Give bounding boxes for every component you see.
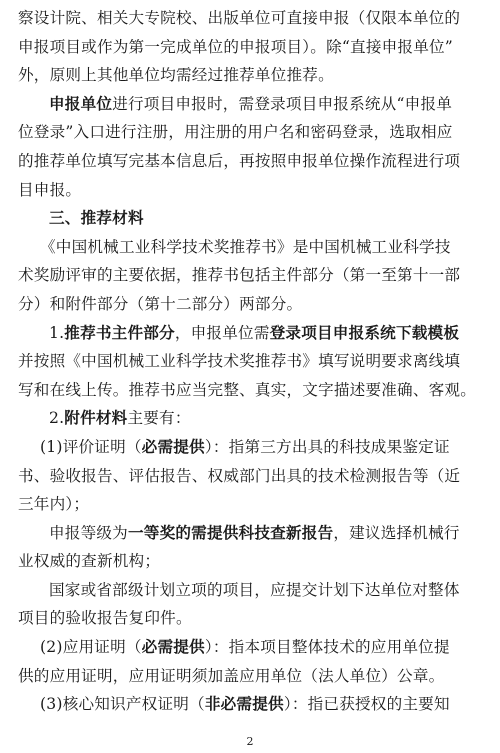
text-line: 的推荐单位填写完基本信息后，再按照申报单位操作流程进行项	[18, 151, 461, 170]
text-line	[18, 633, 478, 662]
text-span: (3)核心知识产权证明（	[40, 695, 205, 714]
text-span: ，申报单位需	[174, 323, 270, 342]
text-line	[18, 404, 478, 433]
text-line	[18, 433, 478, 462]
bold-term: 必需提供	[141, 436, 205, 456]
text-line: 供的应用证明，应用证明须加盖应用单位（法人单位）公章。	[18, 666, 445, 685]
text-line: 业权威的查新机构；	[18, 552, 161, 571]
bold-term: 申报单位	[49, 93, 113, 113]
text-line: 并按照《中国机械工业科学技术奖推荐书》填写说明要求离线填	[18, 352, 461, 371]
text-line	[18, 519, 478, 548]
text-line: 察设计院、相关大专院校、出版单位可直接申报（仅限本单位的	[18, 9, 461, 27]
section-heading: 三、推荐材料	[49, 208, 144, 228]
item-number: 2.	[49, 409, 65, 428]
bold-term: 非必需提供	[204, 694, 284, 714]
bold-term: 登录项目申报系统下载模板	[269, 322, 460, 342]
bold-term: 一等奖的需提供科技查新报告	[127, 522, 334, 542]
text-line: 外，原则上其他单位均需经过推荐单位推荐。	[18, 66, 334, 85]
text-line	[18, 319, 478, 348]
text-line: 目申报。	[18, 180, 82, 199]
text-line: 三年内）；	[18, 495, 90, 514]
text-span: ，建议选择机械行	[333, 523, 460, 542]
text-line	[18, 90, 478, 119]
text-span: ）：指已获授权的主要知	[283, 695, 450, 714]
bold-term: 推荐书主件部分	[64, 322, 175, 342]
text-line: 写和在线上传。推荐书应当完整、真实，文字描述要准确、客观。	[18, 380, 477, 399]
text-span: (1)评价证明（	[40, 437, 142, 456]
text-line: 国家或省部级计划立项的项目，应提交计划下达单位对整体	[49, 580, 460, 599]
bold-term: 附件材料	[64, 408, 128, 428]
text-span: 主要有：	[127, 409, 191, 428]
text-line: 书、验收报告、评估报告、权威部门出具的技术检测报告等（近	[18, 466, 461, 485]
text-span: ）：指第三方出具的科技成果鉴定证	[204, 437, 450, 456]
text-span: 申报等级为	[49, 523, 128, 542]
text-span: 进行项目申报时，需登录项目申报系统从“申报单	[112, 94, 453, 113]
item-number: 1.	[49, 323, 65, 342]
text-line: 项目的验收报告复印件。	[18, 609, 192, 628]
text-line: 位登录”入口进行注册，用注册的用户名和密码登录，选取相应	[18, 123, 453, 142]
text-line: 分）和附件部分（第十二部分）两部分。	[18, 294, 303, 313]
text-line: 术奖励评审的主要依据，推荐书包括主件部分（第一至第十一部	[18, 266, 461, 285]
text-line: 申报项目或作为第一完成单位的申报项目）。除“直接申报单位”	[18, 37, 453, 56]
page-number: 2	[246, 735, 254, 748]
text-span: (2)应用证明（	[40, 638, 142, 657]
text-line: 《中国机械工业科学技术奖推荐书》是中国机械工业科学技	[40, 237, 451, 256]
text-line	[18, 690, 478, 719]
bold-term: 必需提供	[141, 637, 205, 657]
text-span: ）：指本项目整体技术的应用单位提	[204, 638, 450, 657]
